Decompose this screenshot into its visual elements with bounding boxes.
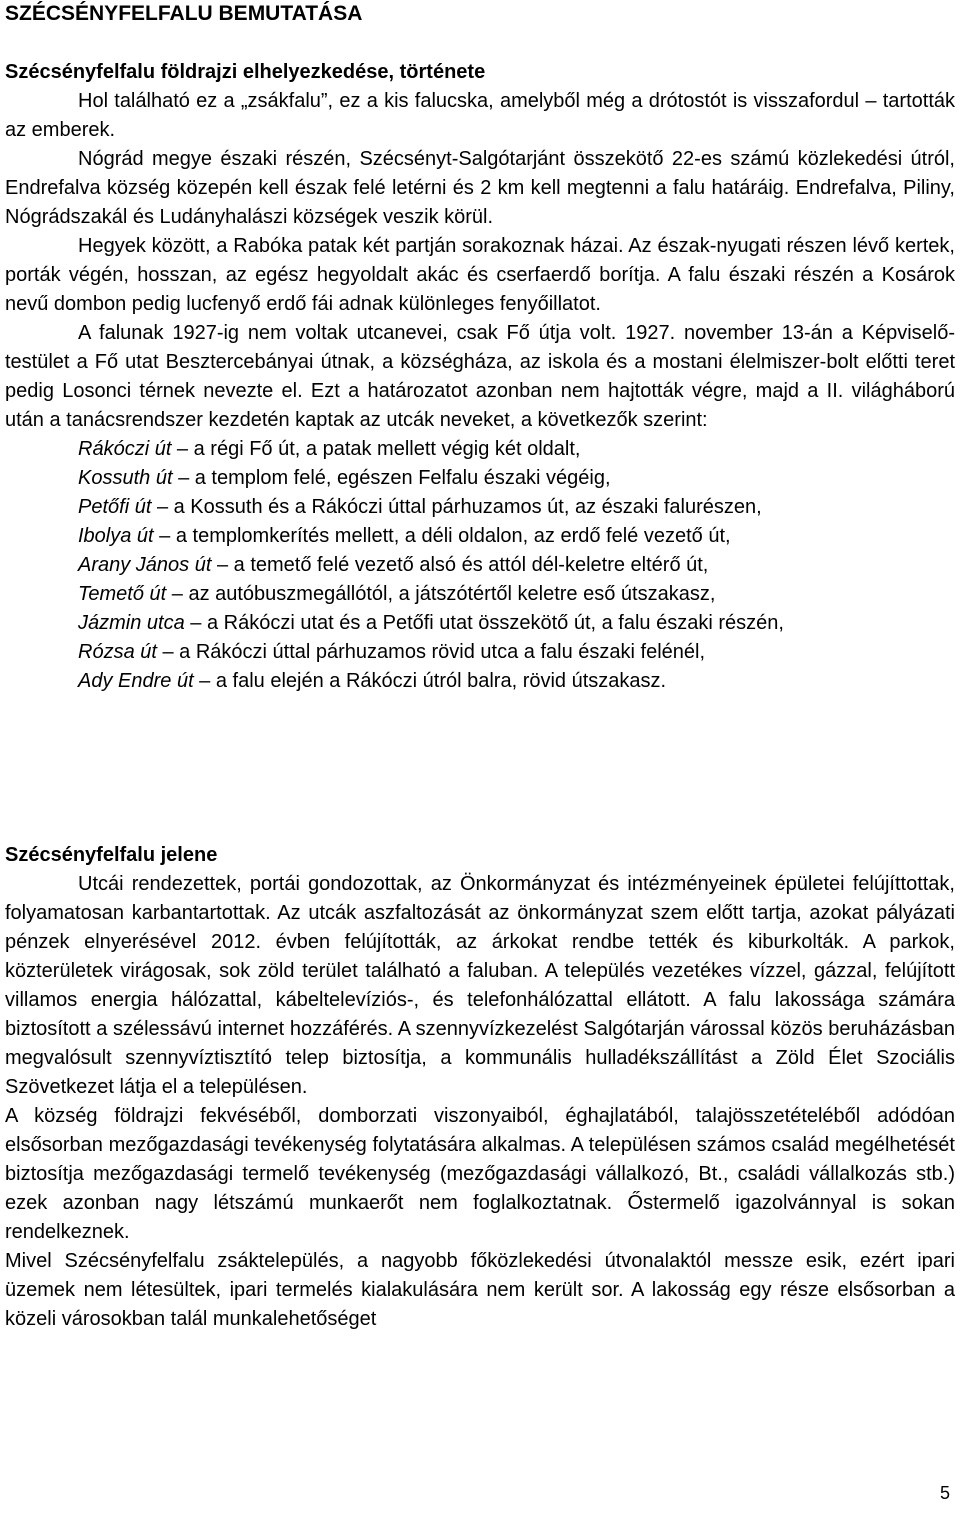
document-title: SZÉCSÉNYFELFALU BEMUTATÁSA <box>5 2 363 25</box>
street-item: Rózsa út – a Rákóczi úttal párhuzamos rövid utca a falu északi felénél, <box>78 641 706 663</box>
paragraph-infrastructure: Utcái rendezettek, portái gondozottak, az Önkormányzat és intézményeinek épületei felújíttottak, folyamatosan karbantartottak. Az utcák aszfaltozását az önkormányzat szem előtt tartja, azokat pályázati pénzek elnyerésével 2012. évben felújították, az árkokat rendbe tették és kiburkolták. A parkok, közterületek virágosak, sok zöld terület található a faluban. A település vezetékes vízzel, gázzal, felújított villamos energia hálózattal, kábeltelevíziós-, és telefonhálózattal ellátott. A falu lakossága számára biztosított a szélessávú internet hozzáférés. A szennyvízkezelést Salgótarján várossal közös beruházásban megvalósult szennyvíztisztító telep biztosítja, a kommunális hulladékszállítást a Zöld Élet Szociális Szövetkezet látja el a településen. <box>5 873 955 1098</box>
section-present <box>5 841 955 1334</box>
street-item: Kossuth út – a templom felé, egészen Felfalu északi végéig, <box>78 467 611 489</box>
paragraph-location: Nógrád megye északi részén, Szécsényt-Salgótarjánt összekötő 22-es számú közlekedési útról, Endrefalva község közepén kell észak felé letérni és 2 km kell megtenni a falu határáig. Endrefalva, Piliny, Nógrádszakál és Ludányhalászi községek veszik körül. <box>5 148 955 228</box>
street-list <box>5 435 955 696</box>
paragraph-agriculture: A község földrajzi fekvéséből, domborzati viszonyaiból, éghajlatából, talajösszetételéből adódóan elsősorban mezőgazdasági tevékenység folytatására alkalmas. A településen számos család megélhetését biztosítja mezőgazdasági termelő tevékenység (mezőgazdasági vállalkozó, Bt., családi vállalkozás stb.) ezek azonban nagy létszámú munkaerőt nem foglalkoztatnak. Őstermelő igazolvánnyal is sokan rendelkeznek. <box>5 1105 955 1243</box>
street-item: Rákóczi út – a régi Fő út, a patak mellett végig két oldalt, <box>78 438 581 460</box>
street-item: Temető út – az autóbuszmegállótól, a játszótértől keletre eső útszakasz, <box>78 583 716 605</box>
paragraph-landscape: Hegyek között, a Rabóka patak két partján sorakoznak házai. Az észak-nyugati részen lévő kertek, porták végén, hosszan, az egész hegyoldalt akác és cserfaerdő borítja. A falu északi részén a Kosárok nevű dombon pedig lucfenyő erdő fái adnak különleges fenyőillatot. <box>5 235 955 315</box>
paragraph-industry: Mivel Szécsényfelfalu zsáktelepülés, a nagyobb főközlekedési útvonalaktól messze esik, ezért ipari üzemek nem létesültek, ipari termelés kialakulására nem került sor. A lakosság egy része elsősorban a közeli városokban talál munkalehetőséget <box>5 1250 955 1330</box>
street-item: Ady Endre út – a falu elején a Rákóczi útról balra, rövid útszakasz. <box>78 670 667 692</box>
street-item: Ibolya út – a templomkerítés mellett, a déli oldalon, az erdő felé vezető út, <box>78 525 731 547</box>
section-heading-history: Szécsényfelfalu földrajzi elhelyezkedése, története <box>5 61 486 83</box>
street-item: Jázmin utca – a Rákóczi utat és a Petőfi utat összekötő út, a falu északi részén, <box>78 612 784 634</box>
paragraph-intro: Hol található ez a „zsákfalu”, ez a kis falucska, amelyből még a drótostót is visszafordul – tartották az emberek. <box>5 90 955 141</box>
paragraph-street-names: A falunak 1927-ig nem voltak utcanevei, csak Fő útja volt. 1927. november 13-án a Képviselő-testület a Fő utat Besztercebányai útnak, a községháza, az iskola és a mostani élelmiszer-bolt előtti teret pedig Losonci térnek nevezte el. Ezt a határozatot azonban nem hajtották végre, majd a II. világháború után a tanácsrendszer kezdetén kaptak az utcák neveket, a következők szerint: <box>5 322 955 431</box>
street-item: Petőfi út – a Kossuth és a Rákóczi úttal párhuzamos út, az északi falurészen, <box>78 496 762 518</box>
section-heading-present: Szécsényfelfalu jelene <box>5 844 218 866</box>
page-number: 5 <box>939 1483 950 1503</box>
street-item: Arany János út – a temető felé vezető alsó és attól dél-keletre eltérő út, <box>78 554 709 576</box>
section-history <box>5 58 955 696</box>
